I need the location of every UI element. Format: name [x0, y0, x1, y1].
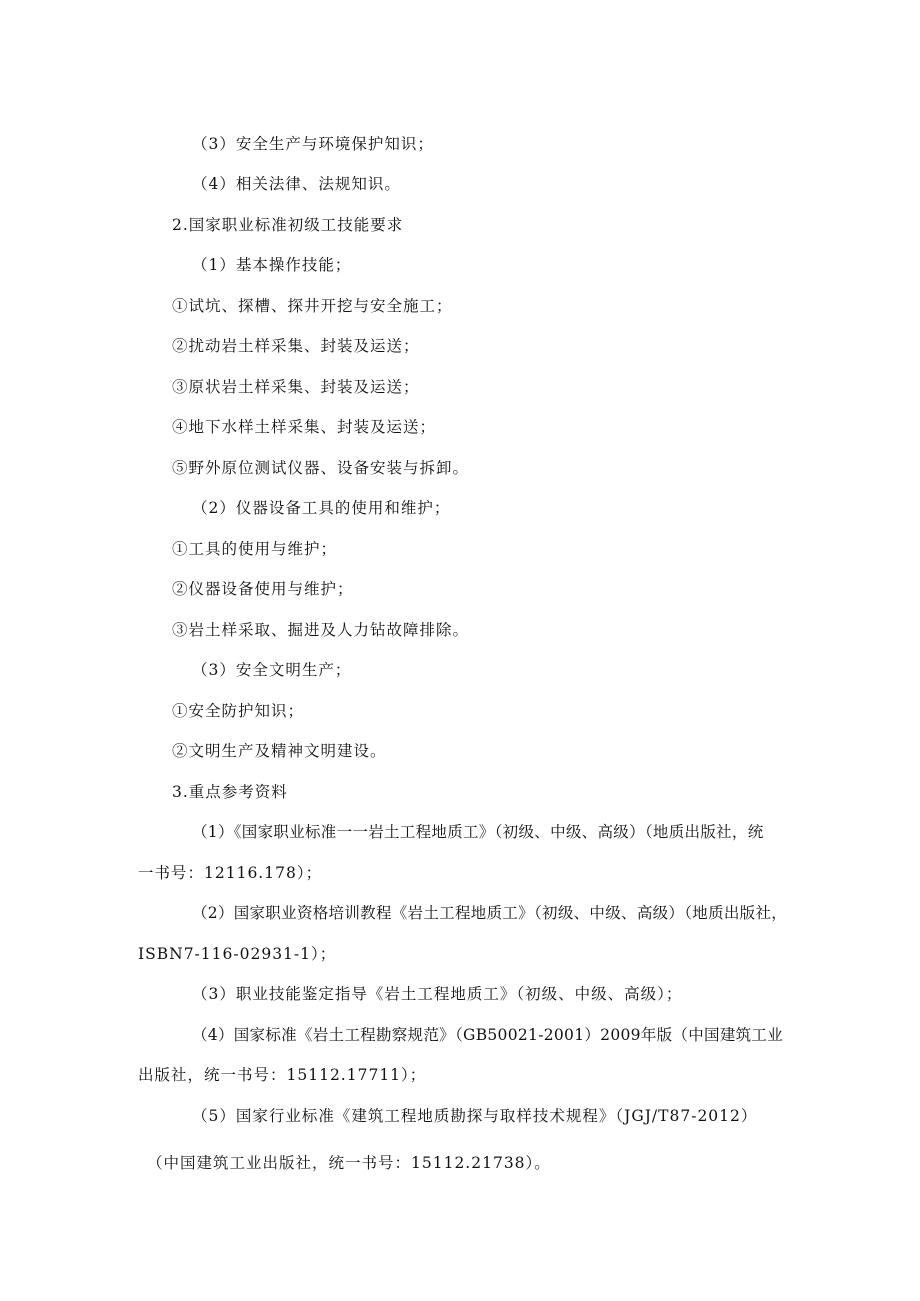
text-line: （2）仪器设备工具的使用和维护； [192, 499, 451, 517]
section-heading: 2.国家职业标准初级工技能要求 [172, 216, 404, 234]
reference-line: （中国建筑工业出版社，统一书号：15112.21738）。 [147, 1154, 551, 1172]
text-line: （3）安全文明生产； [192, 661, 352, 679]
list-item: ③岩土样采取、掘进及人力钻故障排除。 [172, 621, 470, 639]
reference-line: （2）国家职业资格培训教程《岩土工程地质工》（初级、中级、高级）（地质出版社， [192, 904, 788, 922]
text-line: （3）安全生产与环境保护知识； [192, 135, 434, 153]
reference-line: 出版社，统一书号：15112.17711）； [138, 1066, 427, 1084]
list-item: ②扰动岩土样采集、封装及运送； [172, 337, 420, 355]
reference-line: （5）国家行业标准《建筑工程地质勘探与取样技术规程》（JGJ/T87-2012） [192, 1107, 758, 1125]
list-item: ⑤野外原位测试仪器、设备安装与拆卸。 [172, 459, 470, 477]
list-item: ①工具的使用与维护； [172, 540, 338, 558]
text-line: （4）相关法律、法规知识。 [192, 175, 401, 193]
list-item: ④地下水样土样采集、封装及运送； [172, 418, 437, 436]
list-item: ③原状岩土样采集、封装及运送； [172, 378, 420, 396]
reference-line: （1）《国家职业标准一一岩土工程地质工》（初级、中级、高级）（地质出版社，统 [192, 823, 764, 841]
list-item: ②仪器设备使用与维护； [172, 580, 354, 598]
list-item: ①安全防护知识； [172, 702, 305, 720]
reference-line: ISBN7-116-02931-1）； [138, 945, 337, 963]
reference-line: （4）国家标准《岩土工程勘察规范》（GB50021-2001）2009年版（中国建筑工业 [192, 1026, 784, 1044]
section-heading: 3.重点参考资料 [172, 783, 288, 801]
text-line: （1）基本操作技能； [192, 256, 352, 274]
list-item: ②文明生产及精神文明建设。 [172, 742, 387, 760]
reference-line: 一书号：12116.178）； [138, 864, 323, 882]
reference-line: （3）职业技能鉴定指导《岩土工程地质工》（初级、中级、高级）； [192, 985, 683, 1003]
list-item: ①试坑、探槽、探井开挖与安全施工； [172, 297, 453, 315]
